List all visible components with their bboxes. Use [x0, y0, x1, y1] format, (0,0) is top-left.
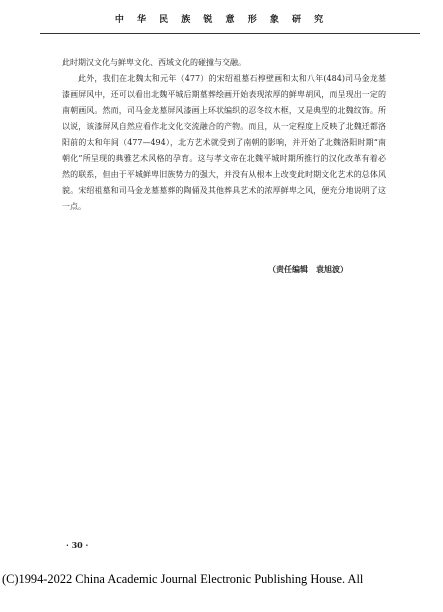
article-body — [62, 55, 386, 215]
editor-credit: （责任编辑 袁旭波） — [268, 264, 348, 274]
article-paragraph: 此外，我们在北魏太和元年（477）的宋绍祖墓石椁壁画和太和八年(484)司马金龙墓漆画屏风中，还可以看出北魏平城后期墓葬绘画开始表现浓厚的鲜卑胡风，而呈现出一定的南朝画风。然而，司马金龙墓屏风漆画上环状编织的忍冬纹木框，又是典型的北魏纹饰。所以说，该漆屏风自然应看作北文化交流融合的产物。而且，从一定程度上反映了北魏迁都洛阳前的太和年间（477—494），北方艺术就受到了南朝的影响，并开始了北魏洛阳时期“南朝化”所呈现的典雅艺术风格的孕育。这与孝文帝在北魏平城时期所推行的汉化改革有着必然的联系，但由于平城鲜卑旧族势力的强大，并没有从根本上改变此时期文化艺术的总体风貌。宋绍祖墓和司马金龙墓墓葬的陶俑及其他葬具艺术的浓厚鲜卑之风，便充分地说明了这一点。 — [62, 74, 386, 211]
header-divider — [40, 33, 420, 34]
article-paragraph: 此时期汉文化与鲜卑文化、西域文化的碰撞与交融。 — [62, 58, 246, 67]
page-number: · 30 · — [66, 540, 89, 550]
copyright-watermark: (C)1994-2022 China Academic Journal Electronic Publishing House. All — [2, 572, 364, 586]
journal-running-header: 中 华 民 族 锐 意 形 象 研 究 — [114, 15, 329, 25]
